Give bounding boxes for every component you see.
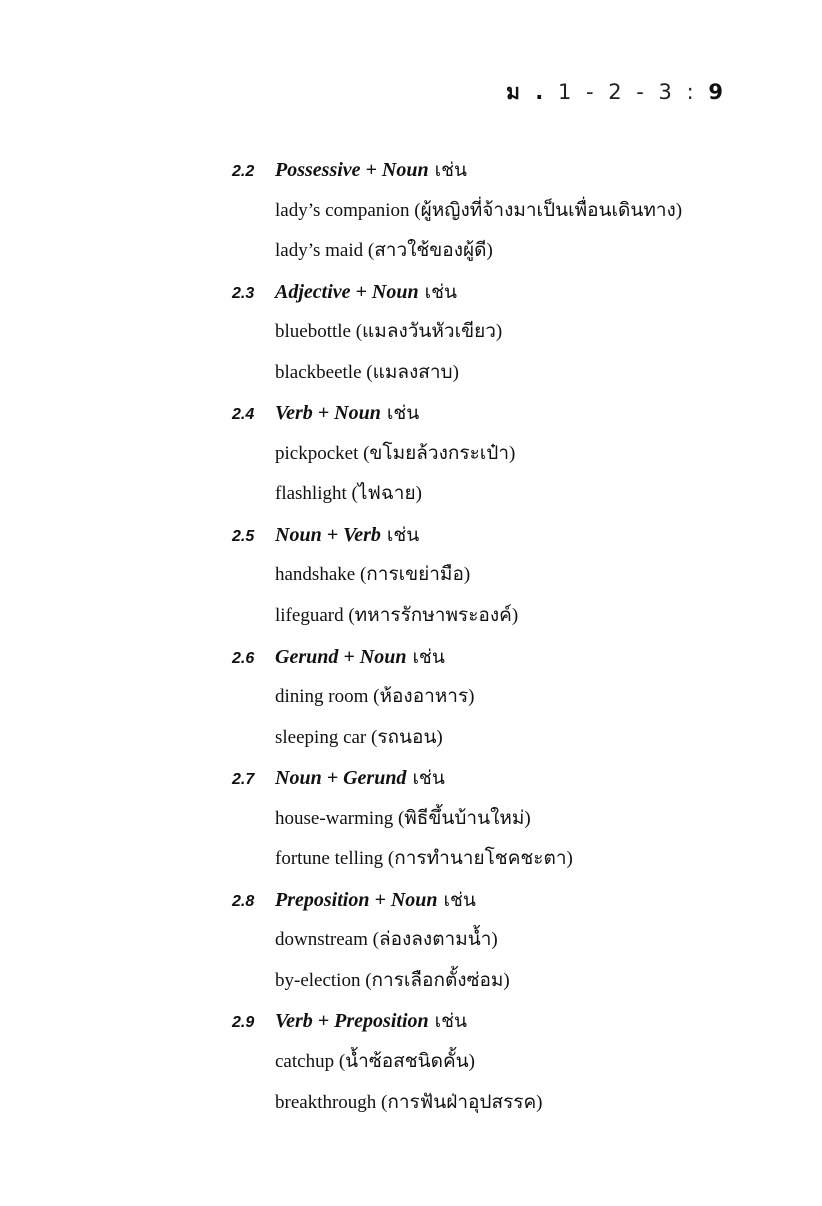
section-heading bbox=[232, 1001, 792, 1042]
section-suffix: เช่น bbox=[386, 403, 420, 425]
page-header bbox=[506, 76, 727, 109]
section-heading bbox=[232, 515, 792, 556]
header-prefix: ม . bbox=[506, 80, 548, 104]
example-item: blackbeetle (แมลงสาบ) bbox=[275, 361, 459, 383]
example-item: lifeguard (ทหารรักษาพระองค์) bbox=[275, 605, 519, 627]
example-item: house-warming (พิธีขึ้นบ้านใหม่) bbox=[275, 807, 531, 829]
section-title: Noun + Verb bbox=[275, 523, 381, 546]
document-body bbox=[232, 150, 792, 1123]
example-item: downstream (ล่องลงตามน้ำ) bbox=[275, 929, 498, 951]
example-item: fortune telling (การทำนายโชคชะตา) bbox=[275, 848, 573, 870]
section-suffix: เช่น bbox=[434, 160, 468, 181]
section-heading bbox=[232, 880, 792, 921]
section-heading bbox=[232, 637, 792, 678]
section-suffix: เช่น bbox=[443, 889, 476, 911]
section-heading bbox=[232, 150, 792, 191]
section-heading bbox=[232, 393, 792, 434]
section-title: Possessive + Noun bbox=[275, 159, 429, 181]
section-number: 2.9 bbox=[232, 1014, 255, 1032]
header-separator: : bbox=[686, 80, 698, 104]
section-suffix: เช่น bbox=[424, 281, 457, 303]
example-item: handshake (การเขย่ามือ) bbox=[275, 564, 471, 586]
section-number: 2.3 bbox=[232, 284, 255, 302]
section-heading bbox=[232, 758, 792, 799]
header-grade: 1 - 2 - 3 bbox=[557, 80, 676, 104]
example-item: by-election (การเลือกตั้งซ่อม) bbox=[275, 969, 510, 991]
example-item: breakthrough (การฟันฝ่าอุปสรรค) bbox=[275, 1091, 543, 1113]
section-suffix: เช่น bbox=[412, 768, 445, 790]
example-item: flashlight (ไฟฉาย) bbox=[275, 483, 422, 505]
section-title: Verb + Noun bbox=[275, 402, 381, 425]
section-number: 2.2 bbox=[232, 163, 255, 180]
example-item: dining room (ห้องอาหาร) bbox=[275, 686, 475, 708]
example-item: catchup (น้ำซ้อสชนิดคั้น) bbox=[275, 1051, 475, 1073]
example-item: lady’s companion (ผู้หญิงที่จ้างมาเป็นเพื่อนเดินทาง) bbox=[275, 199, 683, 221]
section-number: 2.7 bbox=[232, 771, 255, 789]
section-heading bbox=[232, 272, 792, 313]
section-number: 2.5 bbox=[232, 527, 255, 545]
section-number: 2.8 bbox=[232, 892, 255, 910]
section-suffix: เช่น bbox=[386, 524, 420, 546]
page-number: 9 bbox=[708, 80, 727, 104]
section-suffix: เช่น bbox=[434, 1011, 468, 1033]
example-item: lady’s maid (สาวใช้ของผู้ดี) bbox=[275, 240, 493, 262]
section-number: 2.4 bbox=[232, 406, 255, 424]
section-title: Verb + Preposition bbox=[275, 1010, 429, 1033]
example-item: sleeping car (รถนอน) bbox=[275, 726, 443, 748]
section-title: Noun + Gerund bbox=[275, 767, 407, 790]
section-number: 2.6 bbox=[232, 649, 255, 667]
example-item: pickpocket (ขโมยล้วงกระเป๋า) bbox=[275, 442, 516, 464]
section-title: Preposition + Noun bbox=[275, 888, 438, 911]
section-suffix: เช่น bbox=[412, 646, 445, 668]
section-title: Adjective + Noun bbox=[275, 280, 419, 303]
section-title: Gerund + Noun bbox=[275, 645, 407, 668]
example-item: bluebottle (แมลงวันหัวเขียว) bbox=[275, 321, 503, 343]
